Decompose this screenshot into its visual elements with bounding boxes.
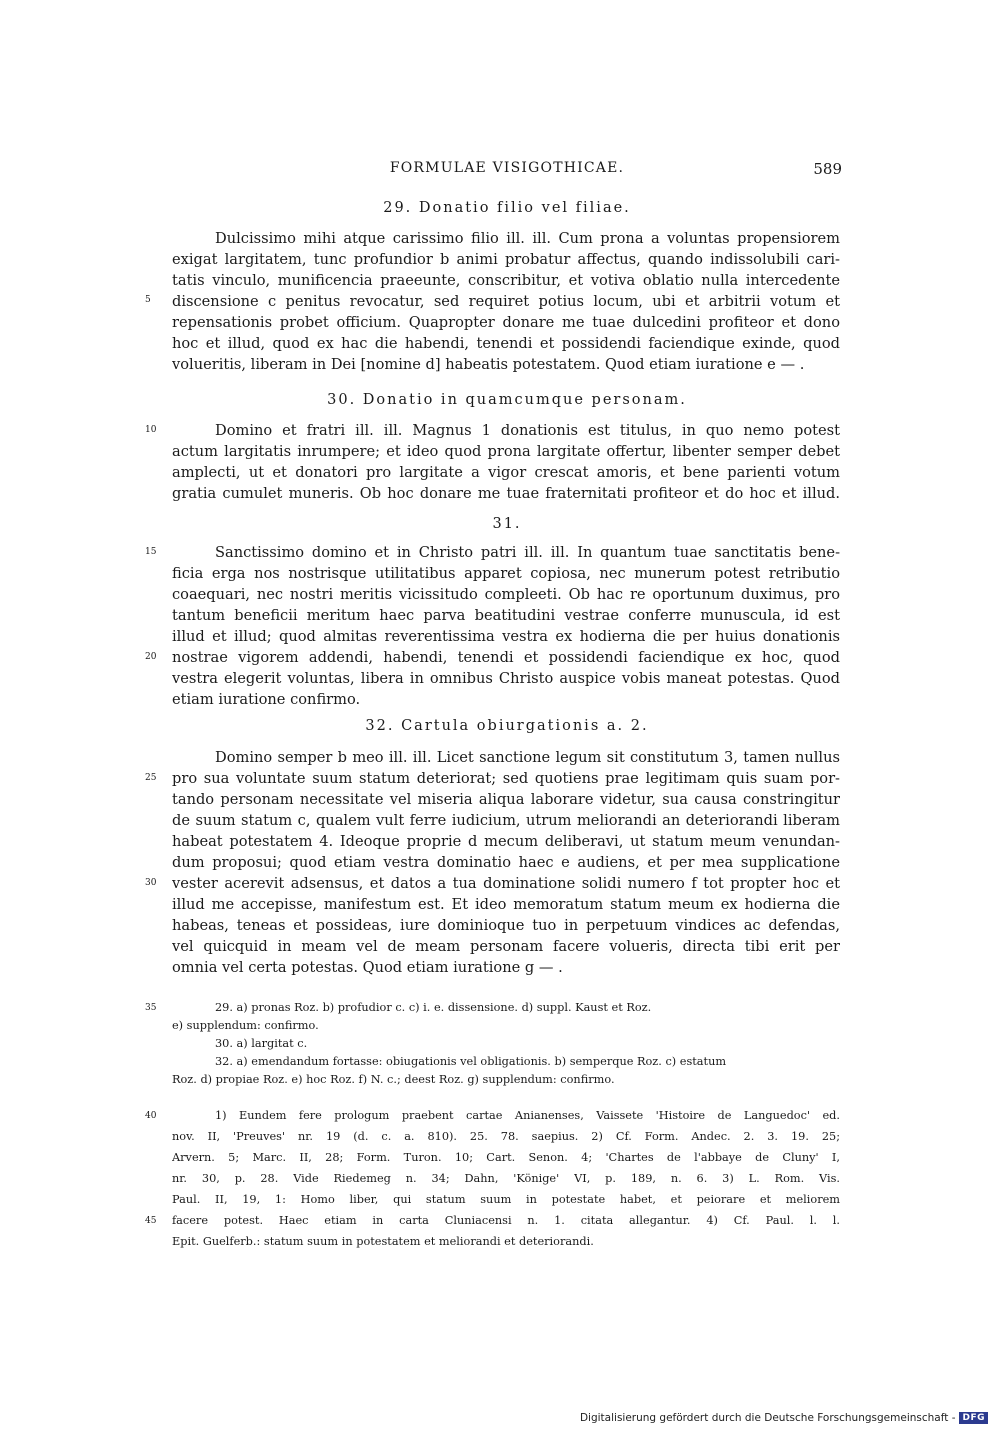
funding-footer: [580, 1412, 988, 1424]
text-line: de suum statum c, qualem vult ferre iudicium, utrum meliorandi an deteriorandi liberam: [172, 812, 840, 829]
text-line: gratia cumulet muneris. Ob hoc donare me tuae fraternitati profiteor et do hoc et illud.: [172, 485, 840, 502]
footnote-line: facere potest. Haec etiam in carta Cluniacensi n. 1. citata allegantur. 4) Cf. Paul. l. l.: [172, 1214, 840, 1227]
apparatus-note: e) supplendum: confirmo.: [172, 1019, 319, 1032]
footnote-line: Paul. II, 19, 1: Homo liber, qui statum suum in potestate habet, et peiorare et meliorem: [172, 1193, 840, 1206]
text-line: coaequari, nec nostri meritis vicissitudo compleeti. Ob hac re oportunum duximus, pro: [172, 586, 840, 603]
funding-text: Digitalisierung gefördert durch die Deutsche Forschungsgemeinschaft -: [579, 1412, 956, 1424]
footnote-line: nov. II, 'Preuves' nr. 19 (d. c. a. 810). 25. 78. saepius. 2) Cf. Form. Andec. 2. 3. 19. 25;: [172, 1130, 840, 1143]
line-number: 15: [145, 547, 157, 557]
footnote-line: Arvern. 5; Marc. II, 28; Form. Turon. 10; Cart. Senon. 4; 'Chartes de l'abbaye de Cluny' I,: [172, 1151, 840, 1164]
text-line: volueritis, liberam in Dei [nomine d] habeatis potestatem. Quod etiam iuratione e — .: [172, 356, 805, 373]
text-line: tatis vinculo, munificencia praeeunte, conscribitur, et votiva oblatio nulla intercedente: [172, 272, 840, 289]
text-line: nostrae vigorem addendi, habendi, tenendi et possidendi faciendique ex hoc, quod: [172, 649, 840, 666]
apparatus-note: 29. a) pronas Roz. b) profudior c. c) i. e. dissensione. d) suppl. Kaust et Roz.: [215, 1001, 652, 1014]
text-line: repensationis probet officium. Quapropter donare me tuae dulcedini profiteor et dono: [172, 314, 840, 331]
text-line: vel quicquid in meam vel de meam personam facere volueris, directa tibi erit per: [172, 938, 840, 955]
text-line: amplecti, ut et donatori pro largitate a vigor crescat amoris, et bene parienti votum: [172, 464, 840, 481]
text-line: vestra elegerit voluntas, libera in omnibus Christo auspice vobis maneat potestas. Quod: [172, 670, 840, 687]
text-line: vester acerevit adsensus, et datos a tua dominatione solidi numero f tot propter hoc et: [172, 875, 840, 892]
text-line: tando personam necessitate vel miseria aliqua laborare videtur, sua causa constringitur: [172, 791, 840, 808]
text-line: habeat potestatem 4. Ideoque proprie d mecum deliberavi, ut statum meum venundan-: [172, 833, 840, 850]
section-heading-30: 30. Donatio in quamcumque personam.: [327, 392, 687, 408]
dfg-logo: DFG: [959, 1412, 988, 1424]
text-line: discensione c penitus revocatur, sed requiret potius locum, ubi et arbitrii votum et: [172, 293, 840, 310]
text-line: illud et illud; quod almitas reverentissima vestra ex hodierna die per huius donationis: [172, 628, 840, 645]
line-number: 30: [145, 878, 157, 888]
apparatus-note: Roz. d) propiae Roz. e) hoc Roz. f) N. c.; deest Roz. g) supplendum: confirmo.: [172, 1073, 615, 1086]
apparatus-note: 30. a) largitat c.: [215, 1037, 308, 1050]
footnote-line: 1) Eundem fere prologum praebent cartae Anianenses, Vaissete 'Histoire de Languedoc' ed.: [215, 1109, 840, 1122]
text-line: Sanctissimo domino et in Christo patri ill. ill. In quantum tuae sanctitatis bene-: [215, 544, 840, 561]
line-number: 45: [145, 1216, 157, 1226]
text-line: Domino semper b meo ill. ill. Licet sanctione legum sit constitutum 3, tamen nullus: [215, 749, 840, 766]
section-heading-31: 31.: [492, 516, 522, 532]
footnote-line: Epit. Guelferb.: statum suum in potestatem et meliorandi et deteriorandi.: [172, 1235, 594, 1248]
page-header: [172, 160, 842, 184]
footnote-line: nr. 30, p. 28. Vide Riedemeg n. 34; Dahn, 'Könige' VI, p. 189, n. 6. 3) L. Rom. Vis.: [172, 1172, 840, 1185]
text-line: etiam iuratione confirmo.: [172, 691, 361, 708]
running-title: FORMULAE VISIGOTHICAE.: [389, 160, 625, 176]
line-number: 5: [145, 295, 151, 305]
apparatus-note: 32. a) emendandum fortasse: obiugationis vel obligationis. b) semperque Roz. c) estatum: [215, 1055, 727, 1068]
text-line: dum proposui; quod etiam vestra dominatio haec e audiens, et per mea supplicatione: [172, 854, 840, 871]
text-line: habeas, teneas et possideas, iure dominioque tuo in perpetuum vindices ac defendas,: [172, 917, 840, 934]
text-line: Domino et fratri ill. ill. Magnus 1 donationis est titulus, in quo nemo potest: [215, 422, 840, 439]
text-line: Dulcissimo mihi atque carissimo filio ill. ill. Cum prona a voluntas propensiorem: [215, 230, 840, 247]
text-line: exigat largitatem, tunc profundior b animi probatur affectus, quando indissolubili cari-: [172, 251, 840, 268]
text-line: tantum beneficii meritum haec parva beatitudini vestrae conferre munuscula, id est: [172, 607, 840, 624]
line-number: 40: [145, 1111, 157, 1121]
text-line: omnia vel certa potestas. Quod etiam iuratione g — .: [172, 959, 563, 976]
text-line: pro sua voluntate suum statum deteriorat; sed quotiens prae legitimam quis suam por-: [172, 770, 840, 787]
section-heading-32: 32. Cartula obiurgationis a. 2.: [365, 718, 649, 734]
text-line: hoc et illud, quod ex hac die habendi, tenendi et possidendi faciendique exinde, quod: [172, 335, 840, 352]
line-number: 25: [145, 773, 157, 783]
section-heading-29: 29. Donatio filio vel filiae.: [383, 200, 631, 216]
text-line: ficia erga nos nostrisque utilitatibus apparet copiosa, nec munerum potest retributio: [172, 565, 840, 582]
line-number: 10: [145, 425, 157, 435]
line-number: 35: [145, 1003, 157, 1013]
text-line: illud me accepisse, manifestum est. Et ideo memoratum statum meum ex hodierna die: [172, 896, 840, 913]
line-number: 20: [145, 652, 157, 662]
page-number: 589: [813, 160, 842, 178]
text-line: actum largitatis inrumpere; et ideo quod prona largitate offertur, libenter semper debet: [172, 443, 840, 460]
